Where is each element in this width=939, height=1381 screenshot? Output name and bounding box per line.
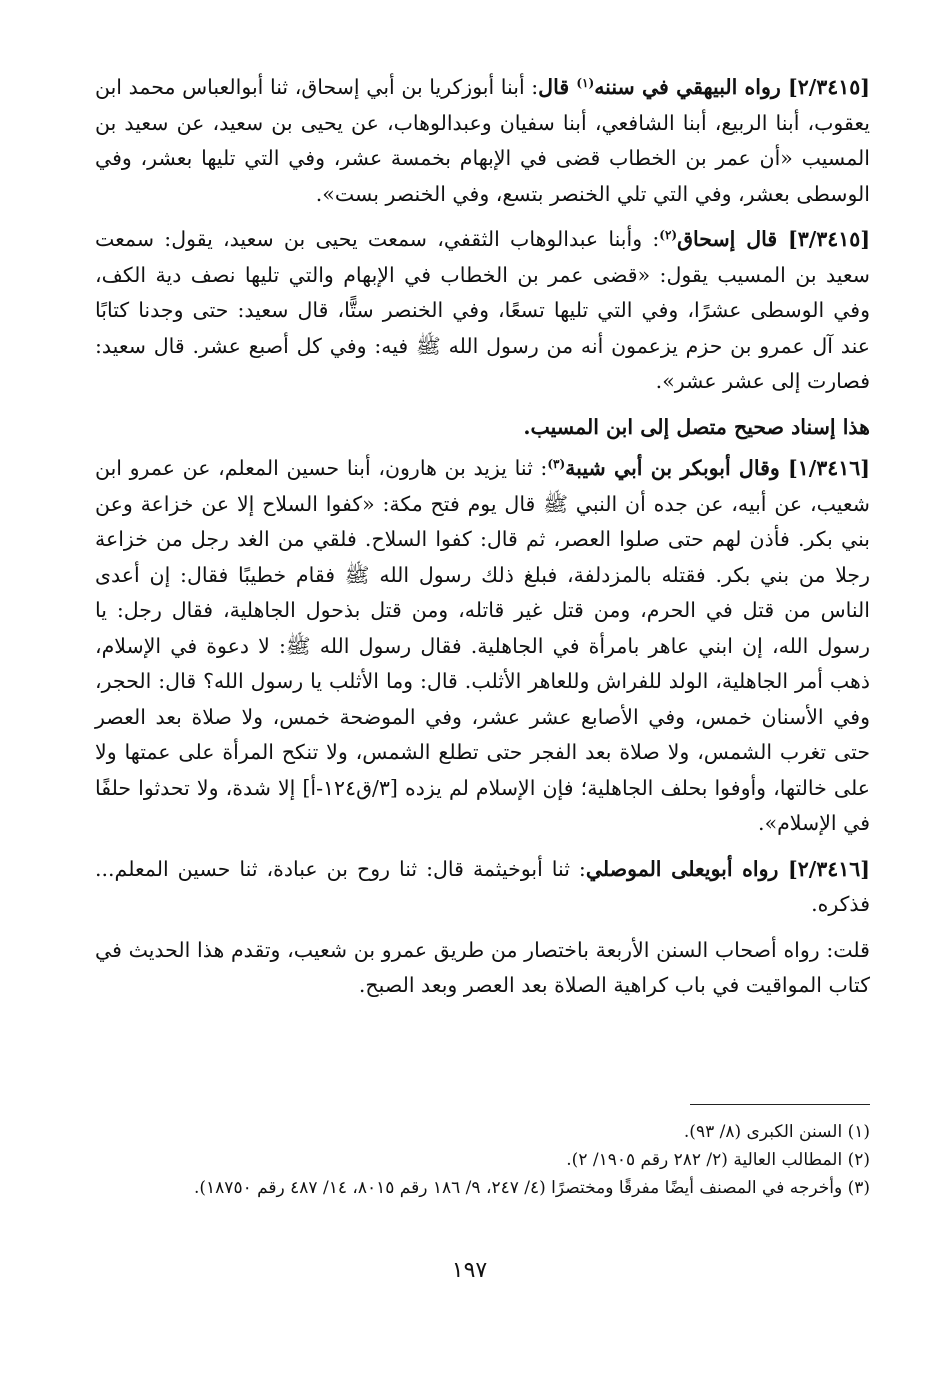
comment-text: قلت: رواه أصحاب السنن الأربعة باختصار من طريق عمرو بن شعيب، وتقدم هذا الحديث في كتاب المواقيت في باب كراهية الصلاة بعد العصر وبعد الصبح.: [95, 937, 870, 997]
hadith-text: : ثنا يزيد بن هارون، أبنا حسين المعلم، عن عمرو ابن شعيب، عن أبيه، عن جده أن النبي ﷺ قال يوم فتح مكة: «كفوا السلاح إلا عن خزاعة وعن بني بكر. فأذن لهم حتى صلوا العصر، ثم قال: كفوا السلاح. فلقي من الغد رجل من خزاعة رجلا من بني بكر. فقتله بالمزدلفة، فبلغ ذلك رسول الله ﷺ فقام خطيبًا فقال: إن أعدى الناس من قتل في الحرم، ومن قتل غير قاتله، ومن قتل بذحول الجاهلية، فقال رجل: يا رسول الله، إن ابني عاهر بامرأة في الجاهلية. فقال رسول الله ﷺ: لا دعوة في الإسلام، ذهب أمر الجاهلية، الولد للفراش وللعاهر الأثلب. قال: وما الأثلب يا رسول الله؟ قال: الحجر، وفي الأسنان خمس، وفي الأصابع عشر عشر، وفي الموضحة خمس، ولا صلاة بعد العصر حتى تغرب الشمس، ولا صلاة بعد الفجر حتى تطلع الشمس، ولا تنكح المرأة على عمتها ولا على خالتها، وأوفوا بحلف الجاهلية؛ فإن الإسلام لم يزده [٣/ق١٢٤-أ] إلا شدة، ولا تحدثوا حلفًا في الإسلام».: [95, 456, 870, 835]
hadith-paragraph-4: [95, 852, 870, 923]
footnote-3: (٣) وأخرجه في المصنف أيضًا مفرقًا ومختصرًا (٤/ ٢٤٧، ٩/ ١٨٦ رقم ٨٠١٥، ١٤/ ٤٨٧ رقم ١٨٧٥٠).: [194, 1178, 870, 1198]
hadith-paragraph-2: [95, 222, 870, 400]
hadith-text: : وأبنا عبدالوهاب الثقفي، سمعت يحيى بن سعيد، يقول: سمعت سعيد بن المسيب يقول: «قضى عمر بن الخطاب في الإبهام والتي تليها نصف دية الكف، وفي الوسطى عشرًا، وفي التي تليها تسعًا، وفي الخنصر ستًّا، قال سعيد: حتى وجدنا كتابًا عند آل عمرو بن حزم يزعمون أنه من رسول الله ﷺ فيه: وفي كل أصبع عشر. قال سعيد: فصارت إلى عشر عشر».: [95, 227, 870, 393]
hadith-text: : ثنا أبوخيثمة قال: ثنا روح بن عبادة، ثنا حسين المعلم... فذكره.: [95, 856, 870, 916]
footnotes: [95, 1118, 870, 1202]
page-number: ١٩٧: [451, 1258, 488, 1283]
hadith-reference: [١/٣٤١٦] وقال أبوبكر بن أبي شيبة$^{(٣)}$: [547, 456, 870, 480]
hadith-reference: [٢/٣٤١٥] رواه البيهقي في سننه$^{(١)}$ قال: [538, 75, 870, 99]
footnote-marker: (١): [576, 76, 595, 90]
footnote-marker: (٢): [659, 228, 678, 242]
page-body: [95, 70, 870, 1014]
hadith-reference: [٣/٣٤١٥] قال إسحاق$^{(٢)}$: [659, 227, 871, 251]
author-comment: [95, 933, 870, 1004]
hadith-paragraph-3: [95, 451, 870, 842]
hadith-text: : أبنا أبوزكريا بن أبي إسحاق، ثنا أبوالعباس محمد ابن يعقوب، أبنا الربيع، أبنا الشافعي، أبنا سفيان وعبدالوهاب، عن يحيى بن سعيد، عن سعيد بن المسيب «أن عمر بن الخطاب قضى في الإبهام بخمسة عشر، وفي التي تليها بعشر، وفي الوسطى بعشر، وفي التي تلي الخنصر بتسع، وفي الخنصر بست».: [95, 75, 870, 206]
hadith-reference: [٢/٣٤١٦] رواه أبويعلى الموصلي: [585, 856, 870, 881]
hadith-paragraph-1: [95, 70, 870, 212]
footnote-1: (١) السنن الكبرى (٨/ ٩٣).: [683, 1122, 870, 1142]
footnote-2: (٢) المطالب العالية (٢/ ٢٨٢ رقم ١٩٠٥/ ٢).: [566, 1150, 870, 1170]
footnote-divider: [690, 1104, 870, 1105]
isnad-verdict: هذا إسناد صحيح متصل إلى ابن المسيب.: [523, 414, 870, 439]
footnote-marker: (٣): [547, 457, 566, 471]
